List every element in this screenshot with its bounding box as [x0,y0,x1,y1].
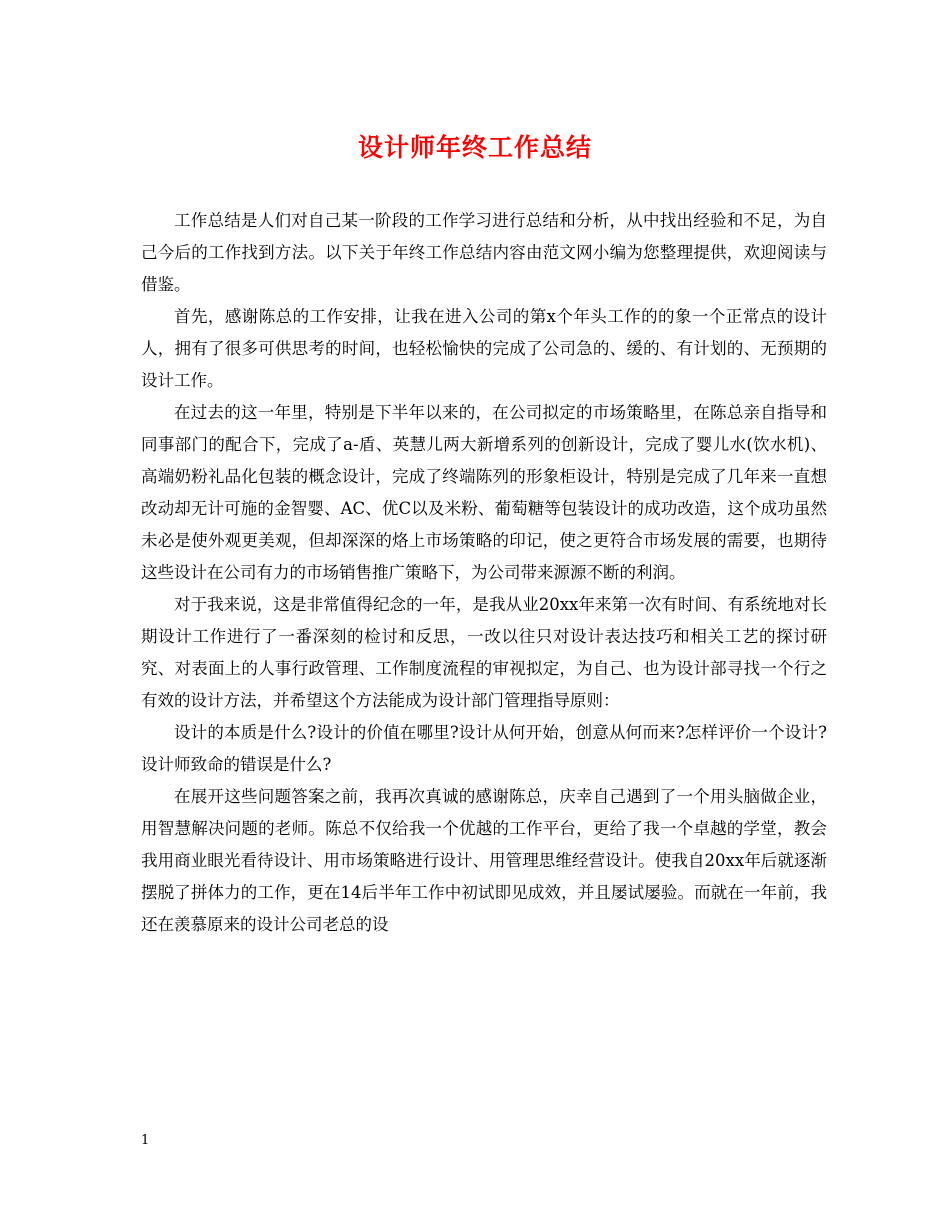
paragraph-gratitude: 在展开这些问题答案之前，我再次真诚的感谢陈总，庆幸自己遇到了一个用头脑做企业，用智慧解决问题的老师。陈总不仅给我一个优越的工作平台，更给了我一个卓越的学堂，教会我用商业眼光看待设计、用市场策略进行设计、用管理思维经营设计。使我自20xx年后就逐渐摆脱了拼体力的工作，更在14后半年工作中初试即见成效，并且屡试屡验。而就在一年前，我还在羡慕原来的设计公司老总的设 [141,787,827,934]
paragraph-questions: 设计的本质是什么?设计的价值在哪里?设计从何开始，创意从何而来?怎样评价一个设计?设计师致命的错误是什么? [141,723,827,774]
paragraph-achievements: 在过去的这一年里，特别是下半年以来的，在公司拟定的市场策略里，在陈总亲自指导和同事部门的配合下，完成了a-盾、英慧儿两大新增系列的创新设计，完成了婴儿水(饮水机)、高端奶粉礼品化包装的概念设计，完成了终端陈列的形象柜设计，特别是完成了几年来一直想改动却无计可施的金智婴、AC、优C以及米粉、葡萄糖等包装设计的成功改造，这个成功虽然未必是使外观更美观，但却深深的烙上市场策略的印记，使之更符合市场发展的需要，也期待这些设计在公司有力的市场销售推广策略下，为公司带来源源不断的利润。 [141,403,827,582]
page-number: 1 [141,1133,150,1148]
paragraph-thanks: 首先，感谢陈总的工作安排，让我在进入公司的第x个年头工作的的象一个正常点的设计人，拥有了很多可供思考的时间，也轻松愉快的完成了公司急的、缓的、有计划的、无预期的设计工作。 [141,307,827,390]
document-body [141,205,827,941]
paragraph-reflection: 对于我来说，这是非常值得纪念的一年，是我从业20xx年来第一次有时间、有系统地对长期设计工作进行了一番深刻的检讨和反思，一改以往只对设计表达技巧和相关工艺的探讨研究、对表面上的人事行政管理、工作制度流程的审视拟定，为自己、也为设计部寻找一个行之有效的设计方法，并希望这个方法能成为设计部门管理指导原则： [141,595,827,710]
document-title: 设计师年终工作总结 [357,133,592,162]
paragraph-intro: 工作总结是人们对自己某一阶段的工作学习进行总结和分析，从中找出经验和不足，为自己今后的工作找到方法。以下关于年终工作总结内容由范文网小编为您整理提供，欢迎阅读与借鉴。 [141,211,827,294]
